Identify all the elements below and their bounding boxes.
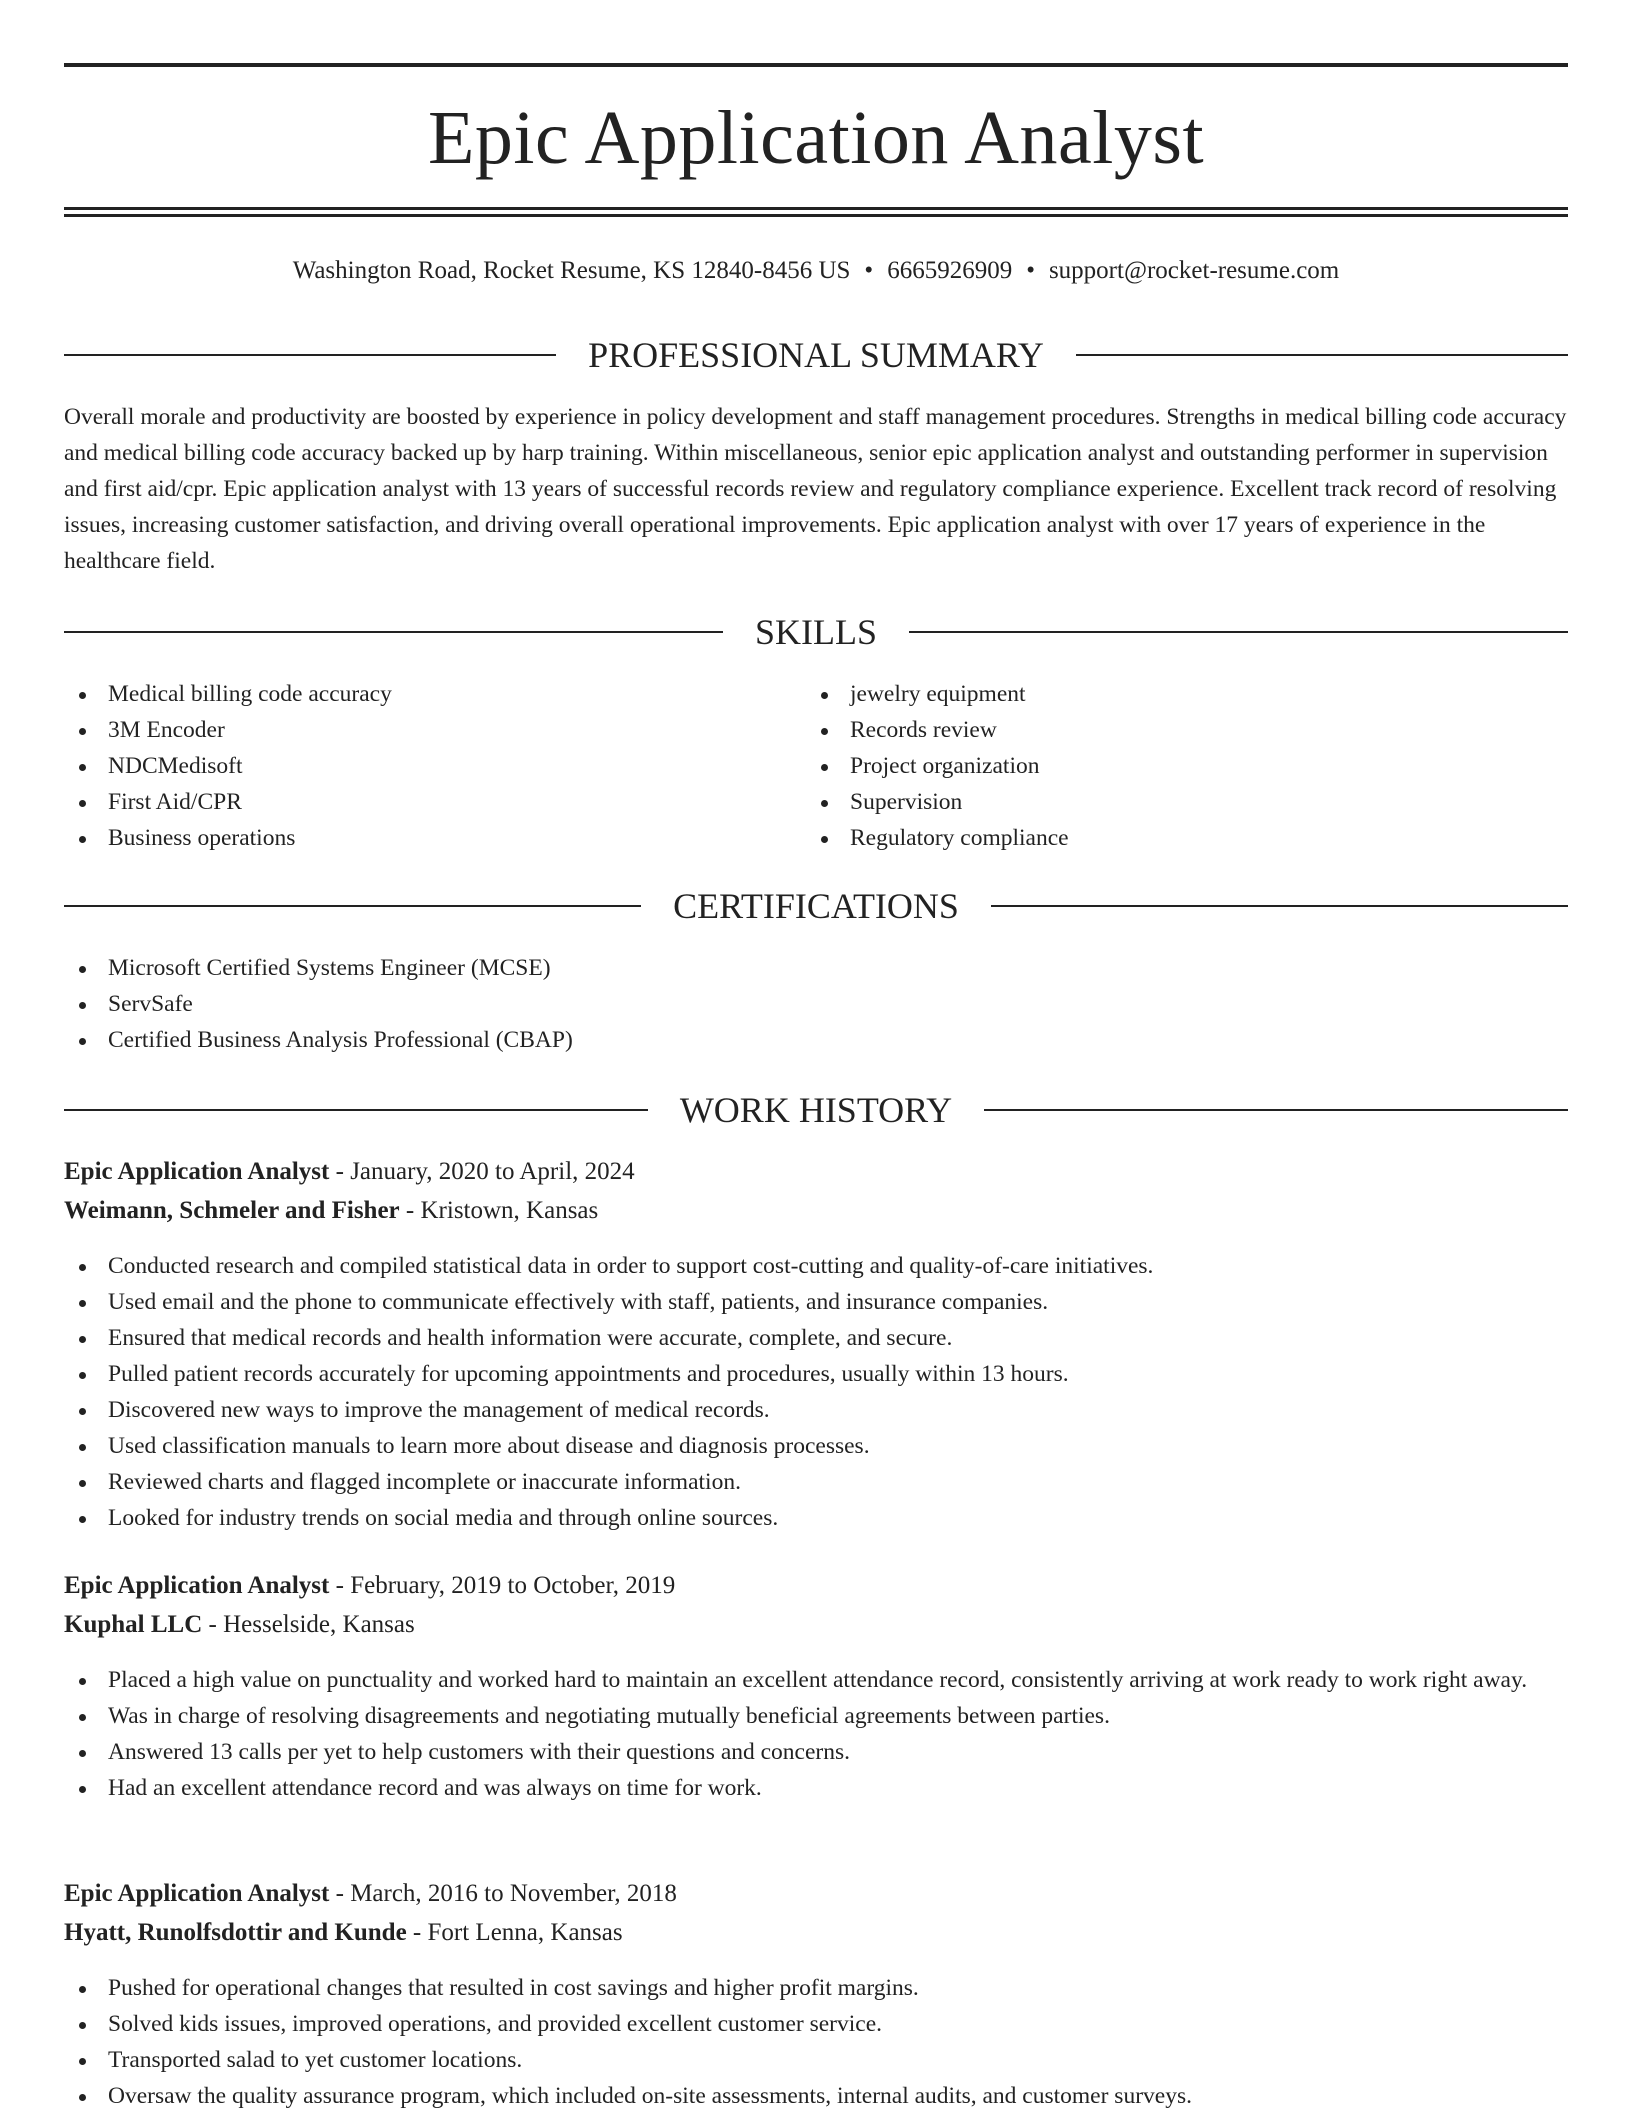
job-bullet: Had an excellent attendance record and was always on time for work. (64, 1770, 1568, 1806)
contact-separator: • (1026, 257, 1035, 284)
skill-item: Business operations (64, 820, 764, 856)
job-bullet: Discovered new ways to improve the management of medical records. (64, 1392, 1568, 1428)
job-title: Epic Application Analyst (64, 1158, 330, 1185)
job-title-line (64, 1567, 1568, 1605)
certification-item: ServSafe (64, 986, 1568, 1022)
contact-phone: 6665926909 (887, 257, 1013, 284)
contact-separator: • (864, 257, 874, 284)
job-bullet: Transported salad to yet customer locations. (64, 2042, 1568, 2078)
skill-item: Regulatory compliance (806, 820, 1506, 856)
job-company-line (64, 1606, 1568, 1644)
job-title: Epic Application Analyst (64, 1880, 330, 1907)
certifications-list (64, 950, 1568, 1058)
skill-item: Medical billing code accuracy (64, 676, 764, 712)
top-rule (64, 63, 1568, 67)
dash: - (329, 1572, 351, 1599)
job-company: Kuphal LLC (64, 1611, 203, 1638)
job-company-line (64, 1914, 1568, 1952)
section-rule-right (909, 631, 1568, 633)
summary-text: Overall morale and productivity are boosted by experience in policy development and staff management procedures. Strengths in medical billing code accuracy and medical billing code accuracy backed up by harp training. Within miscellaneous, senior epic application analyst and outstanding performer in supervision and first aid/cpr. Epic application analyst with 13 years of successful records review and regulatory compliance experience. Excellent track record of resolving issues, increasing customer satisfaction, and driving overall operational improvements. Epic application analyst with over 17 years of experience in the healthcare field. (64, 404, 1567, 574)
dash: - (406, 1919, 428, 1946)
certifications-section-header (64, 884, 1568, 928)
title-double-rule (64, 207, 1568, 217)
job-bullet: Solved kids issues, improved operations, and provided excellent customer service. (64, 2006, 1568, 2042)
section-rule-left (64, 1109, 648, 1111)
section-rule-right (1076, 354, 1568, 356)
job-bullet: Ensured that medical records and health information were accurate, complete, and secure. (64, 1320, 1568, 1356)
job-dates: January, 2020 to April, 2024 (350, 1158, 635, 1185)
section-rule-right (991, 905, 1568, 907)
contact-line (64, 254, 1568, 288)
job-company: Hyatt, Runolfsdottir and Kunde (64, 1919, 407, 1946)
job-bullet: Was in charge of resolving disagreements and negotiating mutually beneficial agreements between parties. (64, 1698, 1568, 1734)
skill-item: Supervision (806, 784, 1506, 820)
job-title: Epic Application Analyst (64, 1572, 330, 1599)
skill-item: jewelry equipment (806, 676, 1506, 712)
skill-item: NDCMedisoft (64, 748, 764, 784)
job-title-line (64, 1153, 1568, 1191)
contact-address: Washington Road, Rocket Resume, KS 12840-8456 US (292, 257, 851, 284)
certifications-heading: CERTIFICATIONS (673, 886, 959, 926)
job-bullet: Looked for industry trends on social media and through online sources. (64, 1500, 1568, 1536)
contact-email: support@rocket-resume.com (1048, 257, 1340, 284)
job-location: Kristown, Kansas (420, 1197, 599, 1224)
skills-heading: SKILLS (755, 612, 878, 652)
job-dates: March, 2016 to November, 2018 (350, 1880, 677, 1907)
section-rule-left (64, 905, 641, 907)
resume-title: Epic Application Analyst (427, 96, 1205, 180)
dash: - (202, 1611, 224, 1638)
job-location: Fort Lenna, Kansas (427, 1919, 623, 1946)
dash: - (329, 1158, 351, 1185)
skills-section-header (64, 610, 1568, 654)
skills-list-left (64, 676, 764, 856)
dash: - (329, 1880, 351, 1907)
work-history-heading: WORK HISTORY (679, 1090, 953, 1130)
certification-item: Certified Business Analysis Professional (CBAP) (64, 1022, 1568, 1058)
skills-list-right (806, 676, 1506, 856)
job-bullets (64, 1662, 1568, 1806)
summary-section-header (64, 333, 1568, 377)
job-bullet: Placed a high value on punctuality and worked hard to maintain an excellent attendance record, consistently arriving at work ready to work right away. (64, 1662, 1568, 1698)
section-rule-left (64, 354, 556, 356)
skill-item: Records review (806, 712, 1506, 748)
job-bullet: Conducted research and compiled statistical data in order to support cost-cutting and quality-of-care initiatives. (64, 1248, 1568, 1284)
job-bullets (64, 1248, 1568, 1536)
section-rule-left (64, 631, 723, 633)
job-company: Weimann, Schmeler and Fisher (64, 1197, 400, 1224)
certification-item: Microsoft Certified Systems Engineer (MCSE) (64, 950, 1568, 986)
summary-heading: PROFESSIONAL SUMMARY (588, 335, 1044, 375)
skill-item: Project organization (806, 748, 1506, 784)
skill-item: First Aid/CPR (64, 784, 764, 820)
job-bullets (64, 1970, 1568, 2114)
job-location: Hesselside, Kansas (223, 1611, 415, 1638)
section-rule-right (984, 1109, 1568, 1111)
job-bullet: Pulled patient records accurately for upcoming appointments and procedures, usually within 13 hours. (64, 1356, 1568, 1392)
skill-item: 3M Encoder (64, 712, 764, 748)
job-bullet: Used classification manuals to learn more about disease and diagnosis processes. (64, 1428, 1568, 1464)
dash: - (399, 1197, 421, 1224)
job-bullet: Answered 13 calls per yet to help customers with their questions and concerns. (64, 1734, 1568, 1770)
work-history-section-header (64, 1088, 1568, 1132)
job-bullet: Used email and the phone to communicate effectively with staff, patients, and insurance companies. (64, 1284, 1568, 1320)
job-bullet: Oversaw the quality assurance program, which included on-site assessments, internal audits, and customer surveys. (64, 2078, 1568, 2114)
job-title-line (64, 1875, 1568, 1913)
job-dates: February, 2019 to October, 2019 (350, 1572, 676, 1599)
job-bullet: Pushed for operational changes that resulted in cost savings and higher profit margins. (64, 1970, 1568, 2006)
job-bullet: Reviewed charts and flagged incomplete or inaccurate information. (64, 1464, 1568, 1500)
job-company-line (64, 1192, 1568, 1230)
